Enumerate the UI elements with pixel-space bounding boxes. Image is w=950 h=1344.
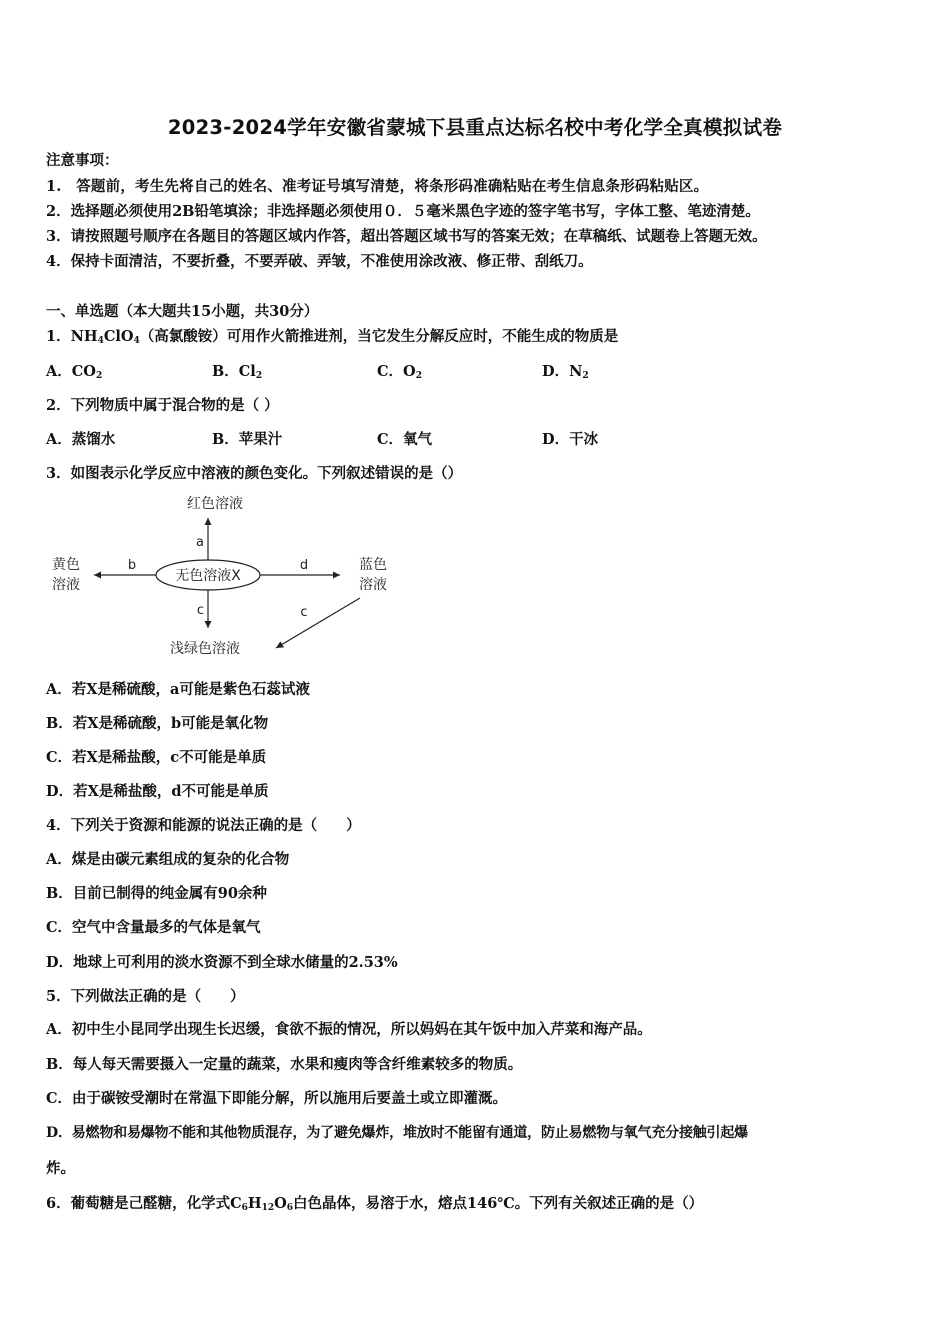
q1-option-b[interactable] xyxy=(212,363,262,381)
notice-item-4: 4．保持卡面清洁，不要折叠，不要弄破、弄皱，不准使用涂改液、修正带、刮纸刀。 xyxy=(46,253,593,270)
center-label: 无色溶液X xyxy=(175,568,241,584)
option-label: D． xyxy=(542,363,570,380)
q4-option-a[interactable]: A．煤是由碳元素组成的复杂的化合物 xyxy=(46,851,290,868)
question-3: 3．如图表示化学反应中溶液的颜色变化。下列叙述错误的是（） xyxy=(46,465,463,482)
q3-option-a[interactable]: A．若X是稀硫酸，a可能是紫色石蕊试液 xyxy=(46,681,310,698)
q5-option-c[interactable]: C．由于碳铵受潮时在常温下即能分解，所以施用后要盖土或立即灌溉。 xyxy=(46,1090,508,1107)
q5-option-d-continued: 炸。 xyxy=(46,1160,75,1177)
section-heading: 一、单选题（本大题共15小题，共30分） xyxy=(46,303,319,320)
q2-option-a[interactable]: A．蒸馏水 xyxy=(46,431,116,448)
color-change-diagram xyxy=(40,488,410,660)
formula-sub: 4 xyxy=(97,336,104,346)
q2-option-b[interactable]: B．苹果汁 xyxy=(212,431,283,448)
q3-option-d[interactable]: D．若X是稀盐酸，d不可能是单质 xyxy=(46,783,269,800)
arrow-label-d: d xyxy=(299,558,309,573)
q4-option-c[interactable]: C．空气中含量最多的气体是氧气 xyxy=(46,919,261,936)
arrow-label-b: b xyxy=(127,558,137,573)
option-label: C． xyxy=(377,363,404,380)
q1-option-c[interactable] xyxy=(377,363,422,381)
formula-h: H xyxy=(247,1195,262,1212)
option-formula: O xyxy=(403,363,416,380)
arrow-label-c2: c xyxy=(300,605,308,620)
q3-option-c[interactable]: C．若X是稀盐酸，c不可能是单质 xyxy=(46,749,267,766)
arrow-label-a: a xyxy=(196,535,204,550)
q2-option-d[interactable]: D．干冰 xyxy=(542,431,599,448)
top-label: 红色溶液 xyxy=(187,496,243,512)
right-label-line2: 溶液 xyxy=(359,577,387,593)
formula-sub: 6 xyxy=(241,1203,248,1213)
q5-option-a[interactable]: A．初中生小昆同学出现生长迟缓，食欲不振的情况，所以妈妈在其午饭中加入芹菜和海产品。 xyxy=(46,1021,652,1038)
formula-sub: 2 xyxy=(255,371,263,381)
q4-option-b[interactable]: B．目前已制得的纯金属有90余种 xyxy=(46,885,267,902)
formula-o: O xyxy=(274,1195,287,1212)
q1-option-a[interactable] xyxy=(46,363,102,381)
question-6-text-end: 白色晶体，易溶于水，熔点146℃。下列有关叙述正确的是（） xyxy=(293,1195,704,1212)
option-formula: N xyxy=(569,363,583,380)
formula-clo: ClO xyxy=(103,328,134,345)
option-formula: CO xyxy=(71,363,96,380)
notice-item-2: 2．选择题必须使用2B铅笔填涂；非选择题必须使用０．５毫米黑色字迹的签字笔书写，字体工整、笔迹清楚。 xyxy=(46,203,760,220)
bottom-label: 浅绿色溶液 xyxy=(170,641,240,657)
left-label-line2: 溶液 xyxy=(52,577,80,593)
q2-option-c[interactable]: C．氧气 xyxy=(377,431,433,448)
formula-sub: 2 xyxy=(95,371,103,381)
arrow-diagonal xyxy=(276,598,360,648)
page-title: 2023-2024学年安徽省蒙城下县重点达标名校中考化学全真模拟试卷 xyxy=(167,116,783,139)
q4-option-d[interactable]: D．地球上可利用的淡水资源不到全球水储量的2.53% xyxy=(46,954,398,971)
q5-option-d[interactable]: D．易燃物和易爆物不能和其他物质混存，为了避免爆炸，堆放时不能留有通道，防止易燃物与氧气充分接触引起爆 xyxy=(46,1125,748,1141)
formula-sub: 4 xyxy=(133,336,140,346)
arrow-label-c1: c xyxy=(196,603,204,618)
formula-sub: 2 xyxy=(415,371,422,381)
formula-nh: NH xyxy=(70,328,98,345)
question-2: 2．下列物质中属于混合物的是（ ） xyxy=(46,397,279,414)
question-1 xyxy=(46,328,618,346)
formula-sub: 6 xyxy=(286,1203,294,1213)
question-1-number: 1． xyxy=(46,328,71,345)
question-6-text: 6．葡萄糖是己醛糖，化学式C xyxy=(46,1195,242,1212)
option-formula: Cl xyxy=(238,363,256,380)
right-label-line1: 蓝色 xyxy=(359,557,387,573)
notice-item-3: 3．请按照题号顺序在各题目的答题区域内作答，超出答题区域书写的答案无效；在草稿纸、试题卷上答题无效。 xyxy=(46,228,767,245)
q1-option-d[interactable] xyxy=(542,363,589,381)
option-label: A． xyxy=(46,363,72,380)
question-6 xyxy=(46,1195,703,1213)
notice-heading: 注意事项： xyxy=(46,152,119,169)
option-label: B． xyxy=(212,363,239,380)
question-4: 4．下列关于资源和能源的说法正确的是（ ） xyxy=(46,817,361,834)
left-label-line1: 黄色 xyxy=(52,557,80,573)
formula-sub: 2 xyxy=(582,371,589,381)
question-5: 5．下列做法正确的是（ ） xyxy=(46,988,245,1005)
notice-item-1: 1. 答题前，考生先将自己的姓名、准考证号填写清楚，将条形码准确粘贴在考生信息条形码粘贴区。 xyxy=(46,178,709,195)
formula-sub: 12 xyxy=(261,1203,275,1213)
question-1-text: （高氯酸铵）可用作火箭推进剂，当它发生分解反应时，不能生成的物质是 xyxy=(139,328,619,345)
q3-option-b[interactable]: B．若X是稀硫酸，b可能是氧化物 xyxy=(46,715,269,732)
q5-option-b[interactable]: B．每人每天需要摄入一定量的蔬菜，水果和瘦肉等含纤维素较多的物质。 xyxy=(46,1056,523,1073)
